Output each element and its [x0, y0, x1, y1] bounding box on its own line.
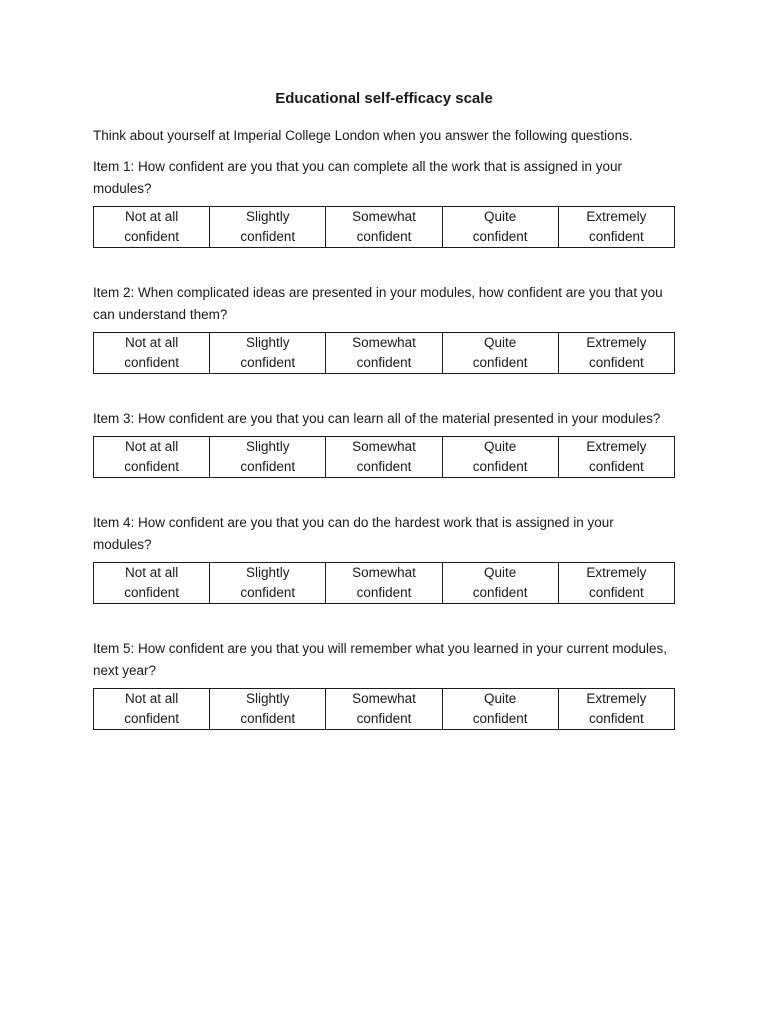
- response-option-line2: confident: [472, 585, 528, 600]
- item-question: [93, 638, 675, 682]
- response-option-line1: Slightly: [246, 691, 290, 706]
- response-option-line2: confident: [240, 585, 296, 600]
- response-option-line1: Not at all: [124, 691, 179, 706]
- response-option-line1: Extremely: [586, 439, 647, 454]
- response-option-line2: confident: [472, 459, 528, 474]
- survey-item-4: [93, 512, 675, 604]
- response-option-line2: confident: [588, 459, 644, 474]
- response-option[interactable]: [442, 563, 558, 604]
- response-option[interactable]: [326, 689, 442, 730]
- survey-item-2: [93, 282, 675, 374]
- item-question: [93, 156, 675, 200]
- response-option-line1: Not at all: [124, 439, 179, 454]
- item-question-text: How confident are you that you will remember what you learned in your current modules, next year?: [93, 641, 668, 678]
- response-option-line2: confident: [240, 355, 296, 370]
- response-option[interactable]: [326, 563, 442, 604]
- document-page: [93, 88, 675, 764]
- item-question: [93, 408, 675, 430]
- item-label: Item 4:: [93, 515, 135, 530]
- response-option[interactable]: [94, 333, 210, 374]
- response-option-line1: Quite: [484, 209, 517, 224]
- survey-item-3: [93, 408, 675, 478]
- response-scale-row: [94, 689, 675, 730]
- response-scale-row: [94, 563, 675, 604]
- response-option[interactable]: [558, 333, 674, 374]
- response-option[interactable]: [94, 207, 210, 248]
- response-option-line1: Somewhat: [352, 335, 416, 350]
- response-option-line1: Not at all: [124, 565, 179, 580]
- response-option-line1: Somewhat: [352, 691, 416, 706]
- response-option-line2: confident: [588, 711, 644, 726]
- response-option-line2: confident: [124, 585, 179, 600]
- response-option-line1: Extremely: [586, 565, 647, 580]
- response-option[interactable]: [210, 563, 326, 604]
- item-label: Item 3:: [93, 411, 135, 426]
- response-option-line2: confident: [124, 229, 179, 244]
- response-option[interactable]: [442, 333, 558, 374]
- response-option-line1: Not at all: [124, 335, 179, 350]
- response-option-line1: Extremely: [586, 335, 647, 350]
- response-option-line2: confident: [356, 711, 412, 726]
- response-option-line1: Extremely: [586, 691, 647, 706]
- response-option[interactable]: [558, 689, 674, 730]
- response-scale: [93, 436, 675, 478]
- response-scale-row: [94, 437, 675, 478]
- item-question-text: How confident are you that you can learn all of the material presented in your modules?: [138, 411, 661, 426]
- response-option-line2: confident: [472, 229, 528, 244]
- response-option-line2: confident: [240, 711, 296, 726]
- response-option-line2: confident: [124, 459, 179, 474]
- response-option[interactable]: [94, 437, 210, 478]
- response-option-line2: confident: [356, 229, 412, 244]
- response-option[interactable]: [558, 437, 674, 478]
- response-option-line2: confident: [240, 459, 296, 474]
- response-option[interactable]: [326, 207, 442, 248]
- response-scale-row: [94, 207, 675, 248]
- response-option-line2: confident: [588, 355, 644, 370]
- response-option-line1: Quite: [484, 691, 517, 706]
- response-option[interactable]: [442, 207, 558, 248]
- response-option-line1: Quite: [484, 335, 517, 350]
- response-option[interactable]: [210, 689, 326, 730]
- response-option[interactable]: [326, 437, 442, 478]
- items-list: [93, 156, 675, 730]
- response-option-line1: Slightly: [246, 439, 290, 454]
- response-option-line2: confident: [356, 355, 412, 370]
- item-label: Item 2:: [93, 285, 135, 300]
- survey-item-1: [93, 156, 675, 248]
- response-option[interactable]: [210, 437, 326, 478]
- response-option-line1: Somewhat: [352, 209, 416, 224]
- intro-text: Think about yourself at Imperial College London when you answer the following questions.: [93, 128, 633, 143]
- response-option-line1: Slightly: [246, 565, 290, 580]
- response-option[interactable]: [442, 689, 558, 730]
- response-option-line1: Quite: [484, 439, 517, 454]
- item-question-text: When complicated ideas are presented in your modules, how confident are you that you can understand them?: [93, 285, 663, 322]
- item-question: [93, 512, 675, 556]
- item-question-text: How confident are you that you can do the hardest work that is assigned in your modules?: [93, 515, 614, 552]
- response-option[interactable]: [558, 563, 674, 604]
- response-option[interactable]: [210, 207, 326, 248]
- item-question: [93, 282, 675, 326]
- response-option-line1: Slightly: [246, 335, 290, 350]
- response-option-line1: Slightly: [246, 209, 290, 224]
- response-option-line2: confident: [124, 355, 179, 370]
- response-option[interactable]: [442, 437, 558, 478]
- response-option-line2: confident: [472, 355, 528, 370]
- item-question-text: How confident are you that you can complete all the work that is assigned in your modules?: [93, 159, 623, 196]
- response-option-line2: confident: [124, 711, 179, 726]
- survey-item-5: [93, 638, 675, 730]
- item-label: Item 5:: [93, 641, 135, 656]
- response-option-line1: Not at all: [124, 209, 179, 224]
- response-option-line2: confident: [356, 585, 412, 600]
- response-option-line2: confident: [240, 229, 296, 244]
- response-option[interactable]: [326, 333, 442, 374]
- response-option-line1: Extremely: [586, 209, 647, 224]
- response-scale: [93, 688, 675, 730]
- response-option-line2: confident: [588, 229, 644, 244]
- response-option[interactable]: [558, 207, 674, 248]
- response-option-line1: Somewhat: [352, 439, 416, 454]
- response-option[interactable]: [94, 689, 210, 730]
- response-option-line2: confident: [472, 711, 528, 726]
- response-scale: [93, 206, 675, 248]
- document-title: Educational self-efficacy scale: [275, 90, 493, 107]
- response-option-line1: Quite: [484, 565, 517, 580]
- response-scale: [93, 562, 675, 604]
- response-scale: [93, 332, 675, 374]
- response-option-line1: Somewhat: [352, 565, 416, 580]
- response-option[interactable]: [94, 563, 210, 604]
- response-option[interactable]: [210, 333, 326, 374]
- response-option-line2: confident: [588, 585, 644, 600]
- response-option-line2: confident: [356, 459, 412, 474]
- response-scale-row: [94, 333, 675, 374]
- item-label: Item 1:: [93, 159, 135, 174]
